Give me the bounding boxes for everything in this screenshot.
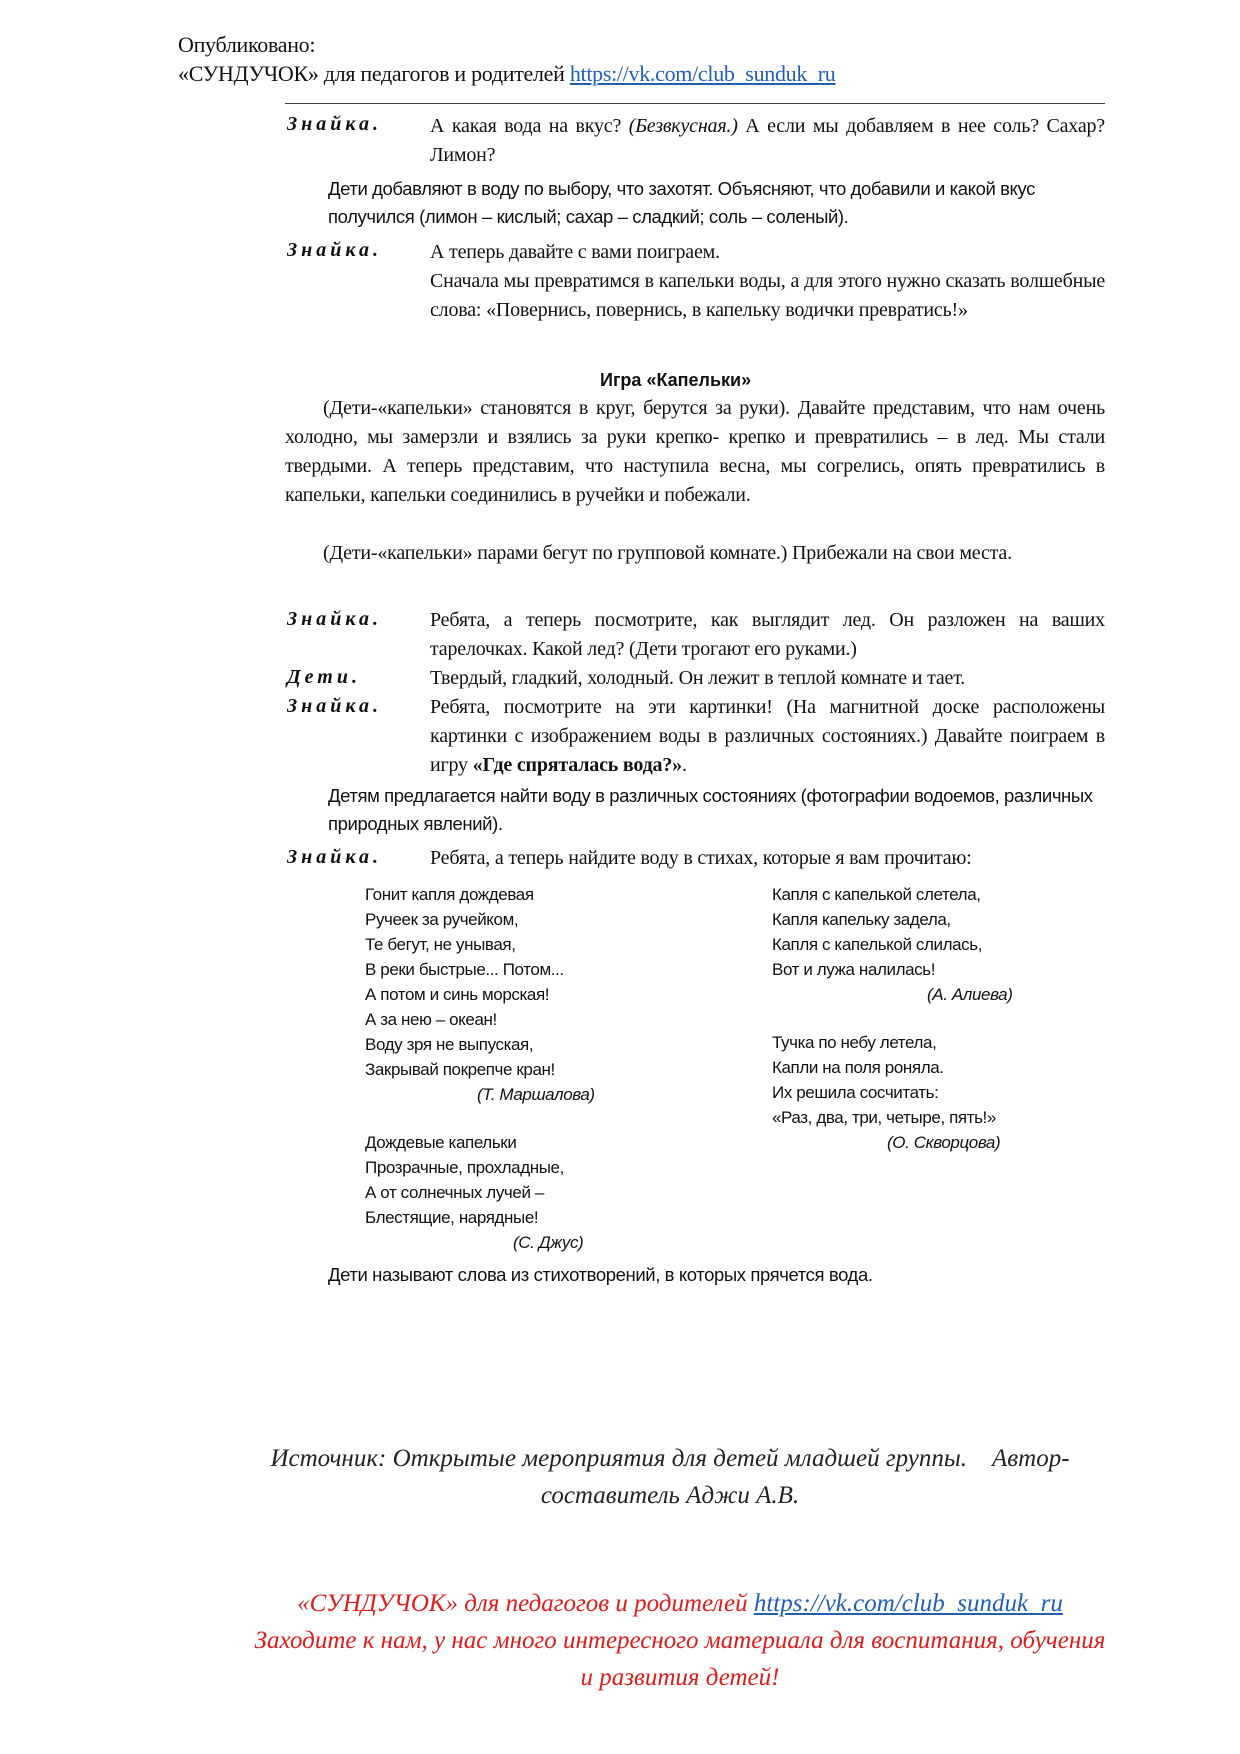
poem-line: Гонит капля дождевая	[365, 885, 534, 904]
promo-line: Заходите к нам, у нас много интересного материала для воспитания, обучения	[254, 1627, 1106, 1654]
poem-line: Тучка по небу летела,	[772, 1033, 937, 1052]
poem-author: (О. Скворцова)	[887, 1133, 1001, 1152]
game-paragraph: (Дети-«капельки» парами бегут по групповой комнате.) Прибежали на свои места.	[323, 542, 1012, 564]
poem-line: «Раз, два, три, четыре, пять!»	[772, 1108, 996, 1127]
poem	[365, 1130, 583, 1255]
speech-text	[430, 238, 1105, 325]
promo-brand-line	[170, 1585, 1190, 1622]
speech-text: Ребята, а теперь найдите воду в стихах, которые я вам прочитаю:	[430, 847, 972, 869]
poem-line: Дождевые капельки	[365, 1133, 517, 1152]
stage-note: Дети добавляют в воду по выбору, что захотят. Объясняют, что добавили и какой вкус получился (лимон – кислый; сахар – сладкий; соль – соленый).	[328, 178, 1035, 227]
game-paragraph: (Дети-«капельки» становятся в круг, берутся за руки). Давайте представим, что нам очень холодно, мы замерзли и взялись за руки крепко- крепко и превратились – в лед. Мы стали твердыми. А теперь представим, что наступила весна, мы согрелись, опять превратились в капельки, капельки соединились в ручейки и побежали.	[285, 397, 1105, 506]
speaker-children: Дети.	[287, 666, 361, 688]
speech-text: Ребята, а теперь посмотрите, как выглядит лед. Он разложен на ваших тарелочках. Какой лед? (Дети трогают его руками.)	[430, 609, 1105, 660]
poem-author: (А. Алиева)	[927, 985, 1013, 1004]
poem-line: Закрывай покрепче кран!	[365, 1060, 555, 1079]
speech-text: Твердый, гладкий, холодный. Он лежит в теплой комнате и тает.	[430, 667, 966, 689]
game-name: «Где спряталась вода?»	[472, 754, 682, 776]
stage-note: Детям предлагается найти воду в различных состояниях (фотографии водоемов, различных природных явлений).	[328, 785, 1093, 834]
poem-line: В реки быстрые... Потом...	[365, 960, 564, 979]
promo-brand-text: «СУНДУЧОК» для педагогов и родителей	[297, 1590, 754, 1617]
poem-line: Их решила сосчитать:	[772, 1083, 939, 1102]
stage-note: Дети называют слова из стихотворений, в которых прячется вода.	[328, 1264, 873, 1285]
poem-line: Капля с капелькой слилась,	[772, 935, 983, 954]
speaker-znayka: Знайка.	[287, 608, 383, 630]
promo-footer	[170, 1585, 1190, 1696]
poem-line: Воду зря не выпуская,	[365, 1035, 534, 1054]
section-title: Игра «Капельки»	[600, 370, 752, 390]
source-citation	[190, 1440, 1150, 1514]
speech-part: А какая вода на вкус?	[430, 115, 629, 137]
poem-line: Капли на поля роняла.	[772, 1058, 944, 1077]
promo-line: и развития детей!	[580, 1664, 780, 1691]
poem-author: (Т. Маршалова)	[477, 1085, 595, 1104]
published-label: Опубликовано:	[178, 32, 316, 57]
poem-line: А от солнечных лучей –	[365, 1183, 544, 1202]
source-line: составитель Аджи А.В.	[540, 1482, 800, 1509]
poem-line: Вот и лужа налилась!	[772, 960, 936, 979]
header-divider	[285, 103, 1105, 104]
speech-text	[430, 693, 1105, 780]
poem-line: Капля с капелькой слетела,	[772, 885, 981, 904]
promo-vk-link[interactable]: https://vk.com/club_sunduk_ru	[753, 1590, 1063, 1617]
speech-part: А если мы добавляем в нее соль? Сахар? Лимон?	[430, 115, 1105, 166]
poem-line: Ручеек за ручейком,	[365, 910, 519, 929]
speaker-znayka: Знайка.	[287, 113, 383, 135]
poem-author: (С. Джус)	[513, 1233, 584, 1252]
speaker-znayka: Знайка.	[287, 695, 383, 717]
speaker-znayka: Знайка.	[287, 239, 383, 261]
poem-line: Капля капельку задела,	[772, 910, 951, 929]
brand-line	[178, 59, 836, 88]
speech-answer: (Безвкусная.)	[628, 115, 738, 137]
speech-line: Сначала мы превратимся в капельки воды, а для этого нужно сказать волшебные слова: «Повернись, повернись, в капельку водички превратись!»	[430, 270, 1105, 321]
poem-line: А за нею – океан!	[365, 1010, 497, 1029]
poem	[772, 1030, 1000, 1155]
speech-line: А теперь давайте с вами поиграем.	[430, 241, 720, 263]
poem-line: Прозрачные, прохладные,	[365, 1158, 564, 1177]
poem	[365, 882, 595, 1107]
speaker-znayka: Знайка.	[287, 846, 383, 868]
poem-line: Те бегут, не унывая,	[365, 935, 516, 954]
poem	[772, 882, 1013, 1007]
speech-part: Ребята, посмотрите на эти картинки! (На магнитной доске расположены картинки с изображением воды в различных состояниях.) Давайте поиграем в игру	[430, 696, 1105, 776]
speech-text	[430, 112, 1105, 170]
source-line: Источник: Открытые мероприятия для детей младшей группы. Автор-	[270, 1445, 1070, 1472]
poem-line: А потом и синь морская!	[365, 985, 550, 1004]
vk-link[interactable]: https://vk.com/club_sunduk_ru	[569, 61, 836, 86]
poem-line: Блестящие, нарядные!	[365, 1208, 539, 1227]
published-header	[178, 30, 836, 88]
speech-part: .	[681, 754, 687, 776]
brand-text: «СУНДУЧОК» для педагогов и родителей	[178, 61, 565, 86]
